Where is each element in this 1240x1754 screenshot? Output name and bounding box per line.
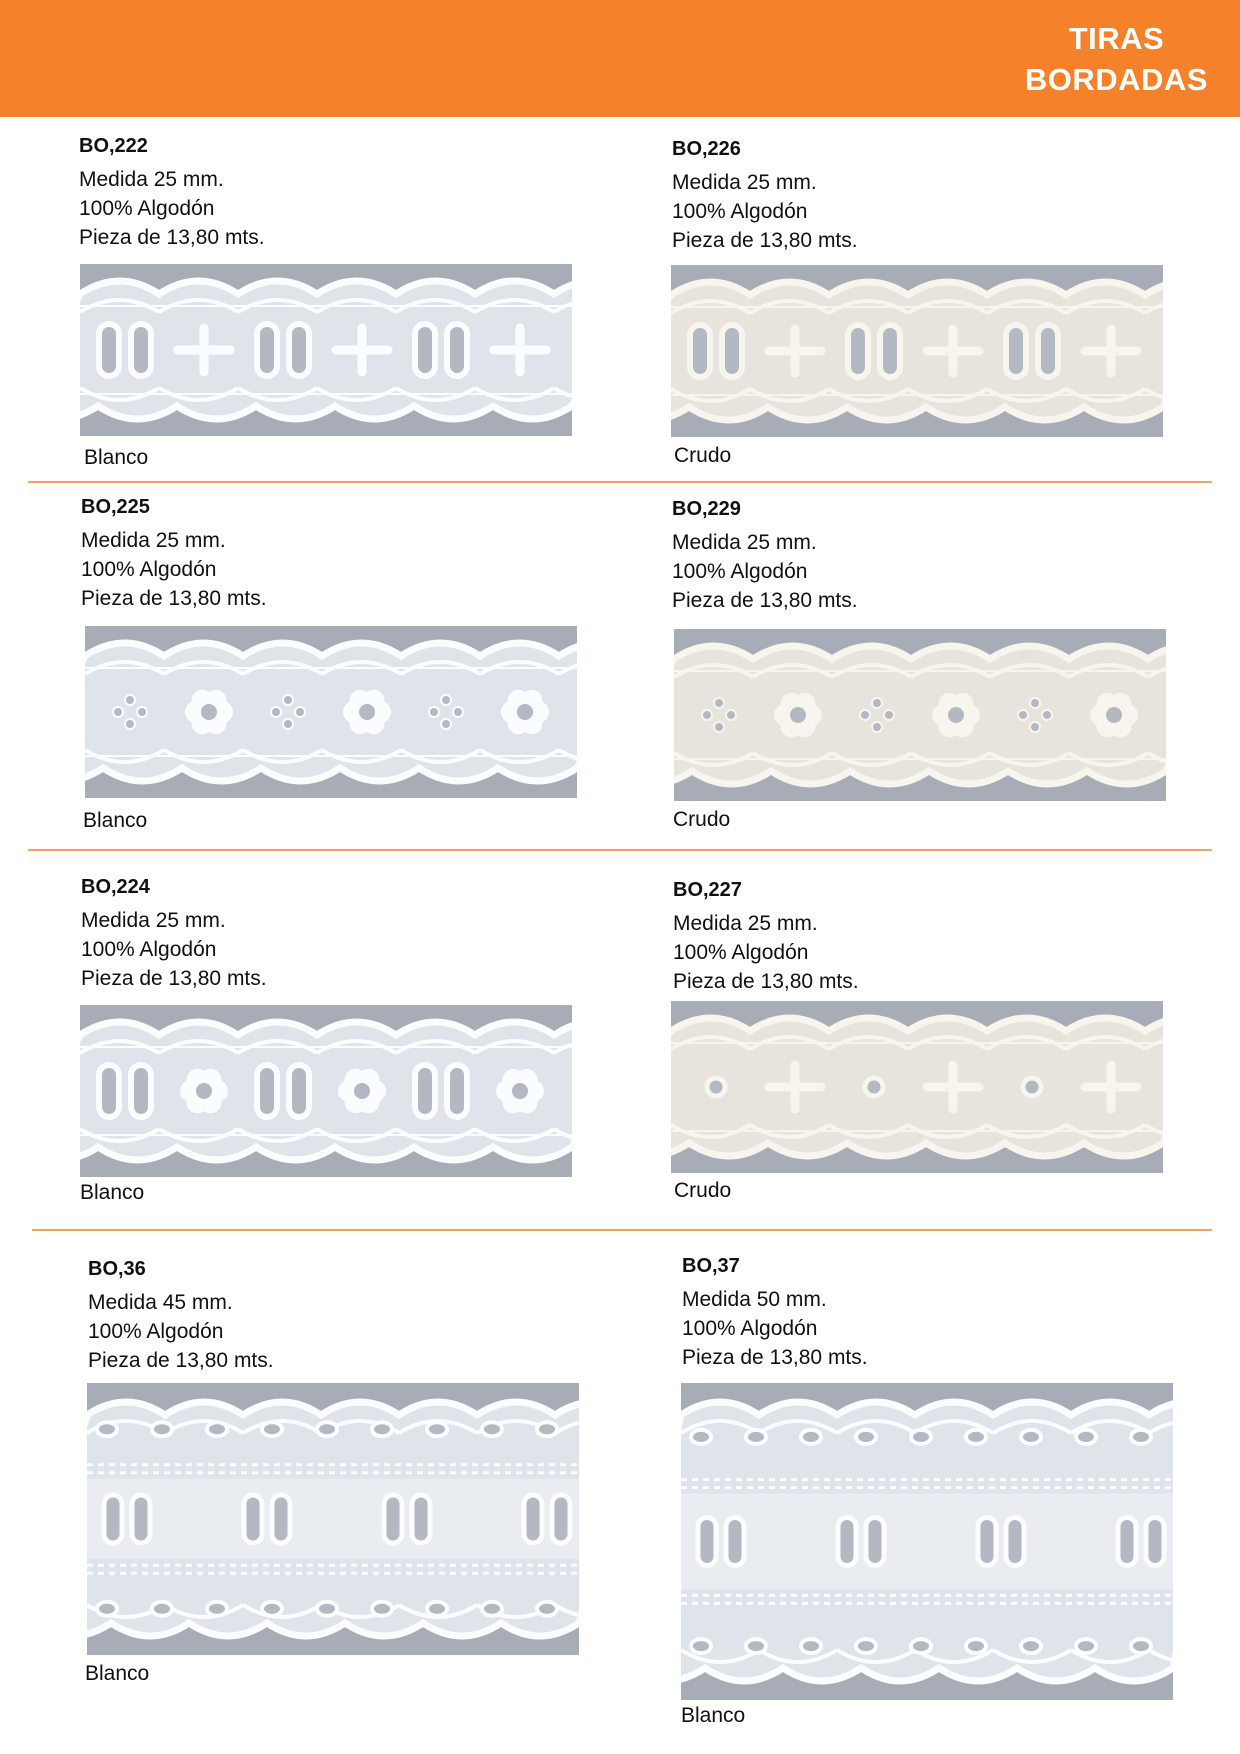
product-material: 100% Algodón bbox=[81, 558, 217, 581]
product-measure: Medida 25 mm. bbox=[79, 168, 224, 191]
product-color-label: Blanco bbox=[85, 1662, 150, 1685]
product-color-label: Crudo bbox=[674, 444, 732, 467]
product-code: BO,229 bbox=[672, 498, 741, 520]
product-text-bo229 bbox=[672, 496, 858, 615]
title-line-1: TIRAS bbox=[1068, 21, 1165, 56]
product-text-bo225 bbox=[81, 494, 267, 613]
section-divider bbox=[32, 1229, 1212, 1231]
product-code: BO,222 bbox=[79, 135, 148, 157]
product-piece: Pieza de 13,80 mts. bbox=[81, 967, 267, 990]
product-text-bo36 bbox=[88, 1256, 274, 1375]
product-material: 100% Algodón bbox=[79, 197, 215, 220]
section-divider bbox=[28, 481, 1212, 483]
lace-photo-bo37 bbox=[681, 1383, 1173, 1700]
product-measure: Medida 25 mm. bbox=[673, 912, 818, 935]
product-material: 100% Algodón bbox=[673, 941, 809, 964]
product-text-bo227 bbox=[673, 877, 859, 996]
product-code: BO,36 bbox=[88, 1258, 146, 1280]
page-header bbox=[0, 0, 1240, 117]
lace-photo-bo36 bbox=[87, 1383, 579, 1655]
product-text-bo226 bbox=[672, 136, 858, 255]
lace-illustration bbox=[681, 1383, 1173, 1700]
lace-photo-bo226 bbox=[671, 265, 1163, 437]
page-title bbox=[1025, 18, 1208, 100]
product-text-bo222 bbox=[79, 133, 265, 252]
lace-photo-bo225 bbox=[85, 626, 577, 798]
product-code: BO,227 bbox=[673, 879, 742, 901]
product-piece: Pieza de 13,80 mts. bbox=[682, 1346, 868, 1369]
lace-illustration bbox=[87, 1383, 579, 1655]
lace-photo-bo227 bbox=[671, 1001, 1163, 1173]
product-piece: Pieza de 13,80 mts. bbox=[672, 589, 858, 612]
product-color-label: Crudo bbox=[673, 808, 731, 831]
product-material: 100% Algodón bbox=[88, 1320, 224, 1343]
product-text-bo224 bbox=[81, 874, 267, 993]
product-piece: Pieza de 13,80 mts. bbox=[673, 970, 859, 993]
product-material: 100% Algodón bbox=[682, 1317, 818, 1340]
product-code: BO,225 bbox=[81, 496, 150, 518]
product-code: BO,224 bbox=[81, 876, 150, 898]
product-code: BO,226 bbox=[672, 138, 741, 160]
product-color-label: Crudo bbox=[674, 1179, 732, 1202]
lace-illustration bbox=[80, 1005, 572, 1177]
lace-illustration bbox=[85, 626, 577, 798]
product-color-label: Blanco bbox=[80, 1181, 145, 1204]
lace-photo-bo224 bbox=[80, 1005, 572, 1177]
product-measure: Medida 25 mm. bbox=[81, 529, 226, 552]
lace-photo-bo229 bbox=[674, 629, 1166, 801]
product-material: 100% Algodón bbox=[672, 200, 808, 223]
product-measure: Medida 50 mm. bbox=[682, 1288, 827, 1311]
product-measure: Medida 25 mm. bbox=[672, 531, 817, 554]
product-piece: Pieza de 13,80 mts. bbox=[672, 229, 858, 252]
product-measure: Medida 45 mm. bbox=[88, 1291, 233, 1314]
product-color-label: Blanco bbox=[84, 446, 149, 469]
product-material: 100% Algodón bbox=[672, 560, 808, 583]
product-text-bo37 bbox=[682, 1253, 868, 1372]
product-measure: Medida 25 mm. bbox=[672, 171, 817, 194]
product-color-label: Blanco bbox=[681, 1704, 746, 1727]
product-material: 100% Algodón bbox=[81, 938, 217, 961]
product-piece: Pieza de 13,80 mts. bbox=[88, 1349, 274, 1372]
title-line-2: BORDADAS bbox=[1024, 62, 1208, 97]
lace-illustration bbox=[671, 1001, 1163, 1173]
section-divider bbox=[28, 849, 1212, 851]
product-piece: Pieza de 13,80 mts. bbox=[81, 587, 267, 610]
lace-illustration bbox=[80, 264, 572, 436]
product-color-label: Blanco bbox=[83, 809, 148, 832]
product-piece: Pieza de 13,80 mts. bbox=[79, 226, 265, 249]
product-code: BO,37 bbox=[682, 1255, 740, 1277]
product-measure: Medida 25 mm. bbox=[81, 909, 226, 932]
lace-illustration bbox=[671, 265, 1163, 437]
lace-illustration bbox=[674, 629, 1166, 801]
lace-photo-bo222 bbox=[80, 264, 572, 436]
